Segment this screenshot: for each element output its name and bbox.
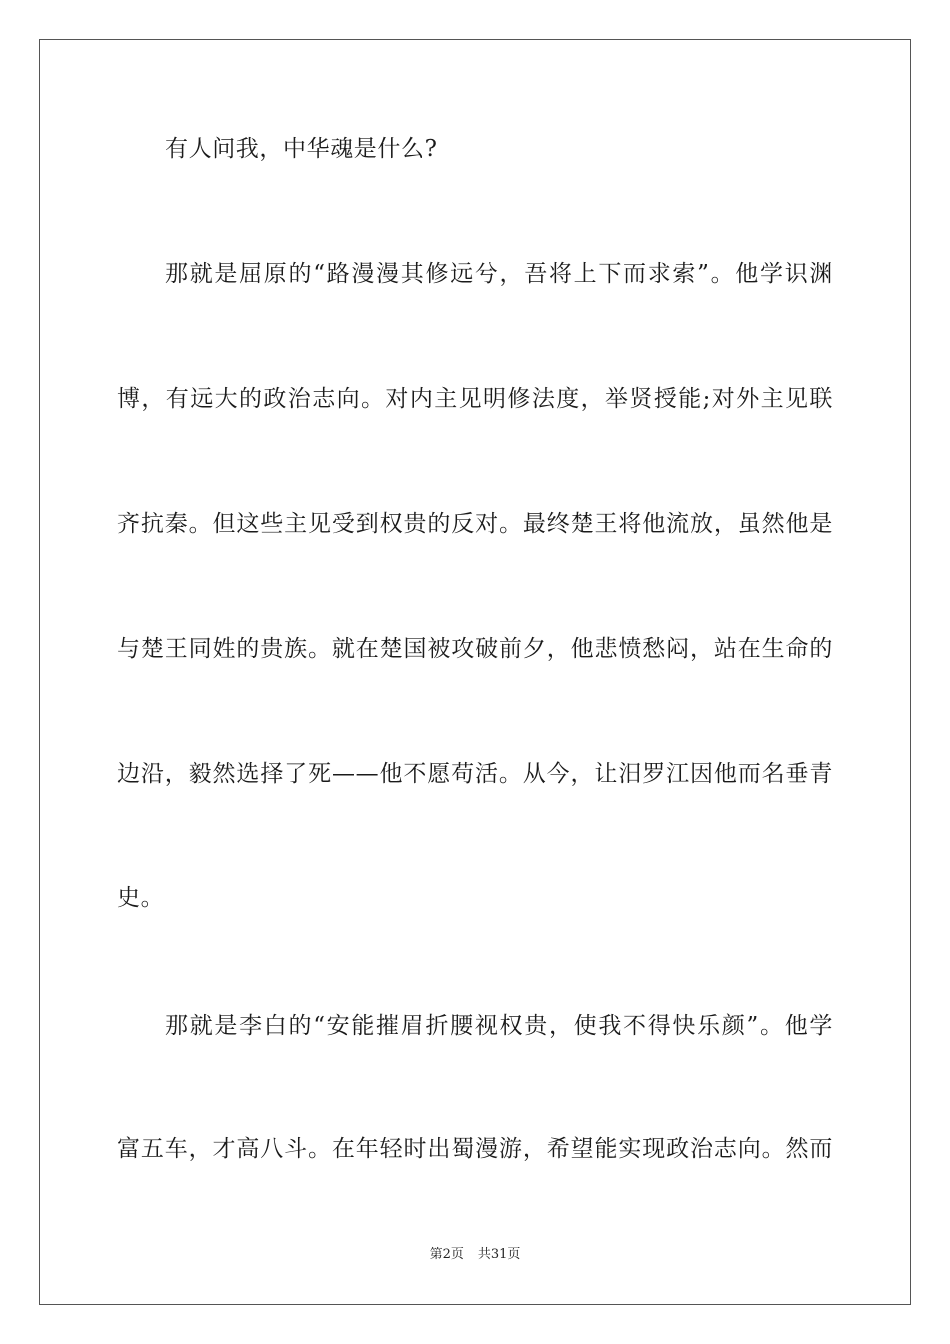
paragraph-quyuan-line-2: 博，有远大的政治志向。对内主见明修法度，举贤授能;对外主见联 (117, 386, 833, 412)
page-border (39, 39, 911, 1305)
page-footer (0, 1246, 950, 1264)
paragraph-libai-line-2: 富五车，才高八斗。在年轻时出蜀漫游，希望能实现政治志向。然而 (117, 1136, 833, 1162)
paragraph-quyuan-line-1: 那就是屈原的“路漫漫其修远兮，吾将上下而求索”。他学识渊 (165, 261, 833, 287)
paragraph-quyuan-line-3: 齐抗秦。但这些主见受到权贵的反对。最终楚王将他流放，虽然他是 (117, 511, 833, 537)
paragraph-question: 有人问我，中华魂是什么? (165, 136, 438, 162)
page-number: 第2页 (429, 1247, 464, 1262)
paragraph-quyuan-line-4: 与楚王同姓的贵族。就在楚国被攻破前夕，他悲愤愁闷，站在生命的 (117, 636, 833, 662)
paragraph-libai-line-1: 那就是李白的“安能摧眉折腰视权贵，使我不得快乐颜”。他学 (165, 1013, 833, 1039)
total-pages: 共31页 (477, 1247, 521, 1262)
paragraph-quyuan-line-6: 史。 (117, 885, 165, 911)
paragraph-quyuan-line-5: 边沿，毅然选择了死——他不愿苟活。从今，让汨罗江因他而名垂青 (117, 761, 833, 787)
